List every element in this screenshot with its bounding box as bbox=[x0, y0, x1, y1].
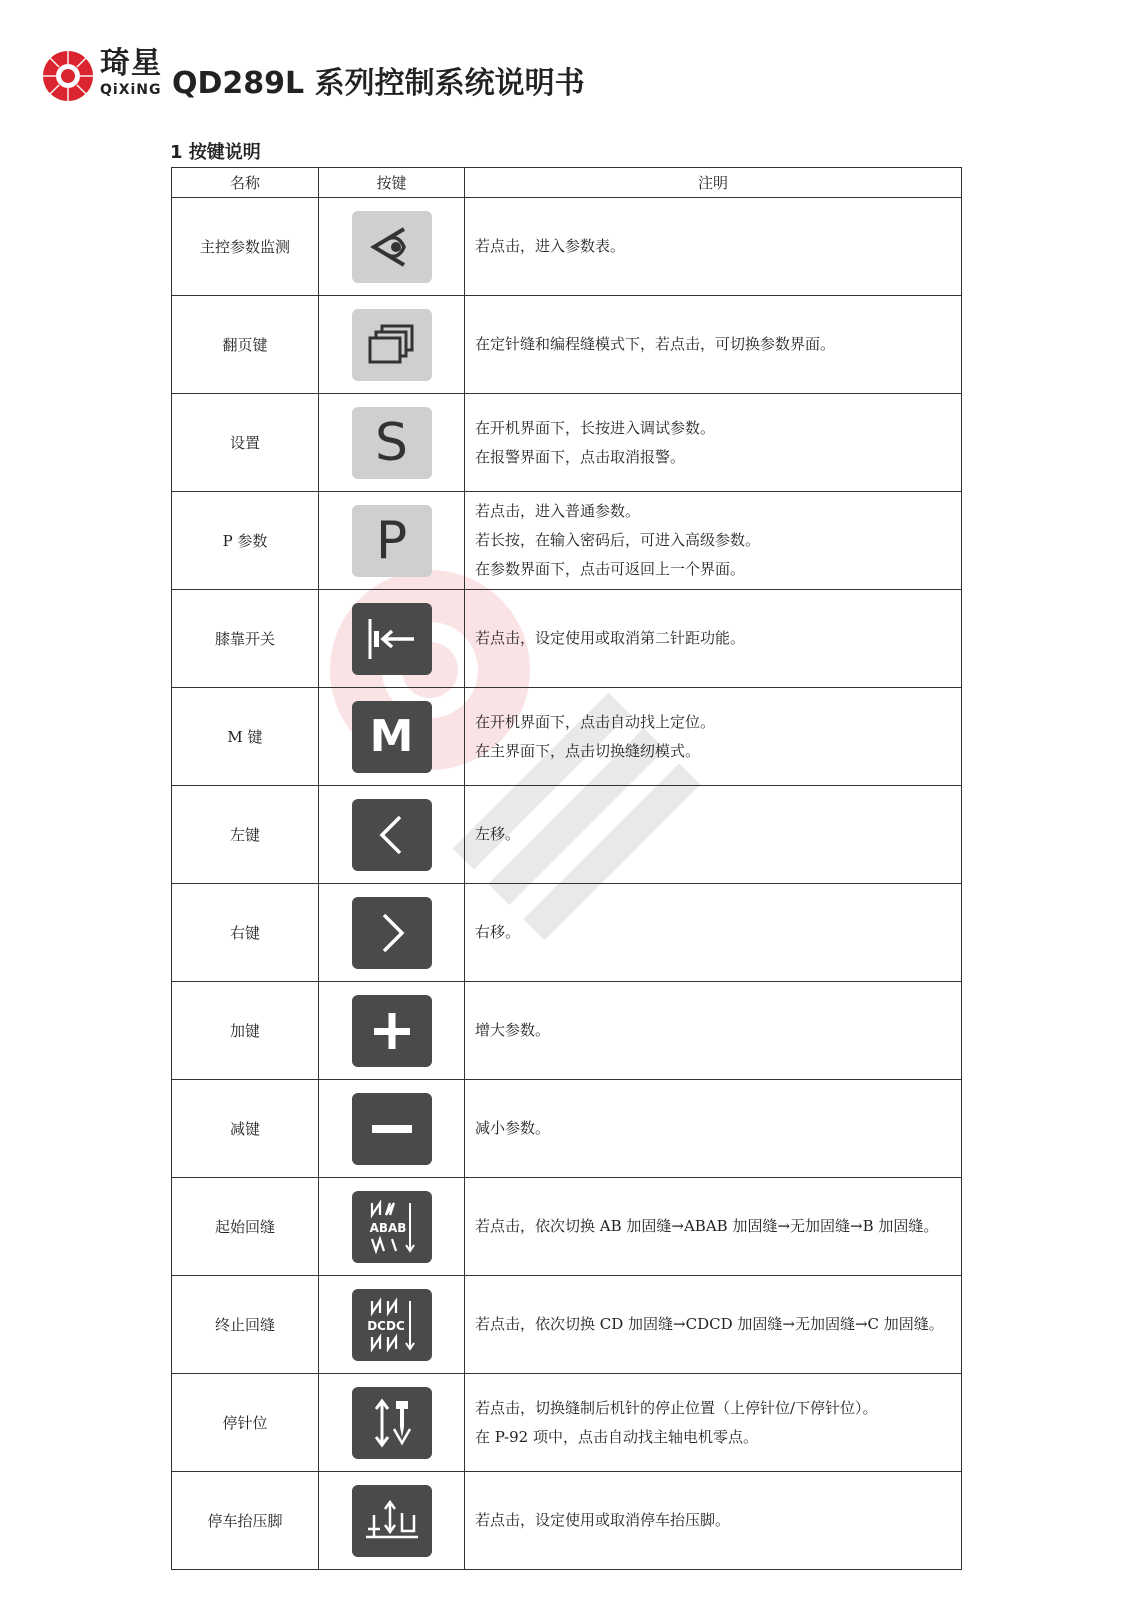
column-header-key: 按键 bbox=[319, 168, 465, 198]
knee-arrow-icon bbox=[352, 603, 432, 675]
note-line: 若点击，切换缝制后机针的停止位置（上停针位/下停针位）。 bbox=[475, 1398, 878, 1417]
presser-foot-icon bbox=[352, 1485, 432, 1557]
table-row bbox=[172, 492, 962, 590]
key-description-table bbox=[171, 167, 962, 1570]
key-name: 主控参数监测 bbox=[172, 198, 319, 296]
chevron-right-icon bbox=[352, 897, 432, 969]
p-letter-icon: P bbox=[375, 510, 408, 571]
note-line: 减小参数。 bbox=[475, 1119, 551, 1137]
document-title: QD289L 系列控制系统说明书 bbox=[172, 66, 585, 101]
document-header bbox=[42, 48, 742, 108]
note-line: 右移。 bbox=[475, 923, 521, 941]
m-key-button bbox=[352, 701, 432, 773]
table-row bbox=[172, 1276, 962, 1374]
column-header-name: 名称 bbox=[172, 168, 319, 198]
key-name: 右键 bbox=[172, 884, 319, 982]
key-name: 减键 bbox=[172, 1080, 319, 1178]
key-name: M 键 bbox=[172, 688, 319, 786]
table-row bbox=[172, 394, 962, 492]
section-title: 1 按键说明 bbox=[170, 142, 261, 163]
note-line: 左移。 bbox=[475, 825, 521, 843]
table-row bbox=[172, 1080, 962, 1178]
table-row bbox=[172, 296, 962, 394]
table-row bbox=[172, 1472, 962, 1570]
plus-icon bbox=[352, 995, 432, 1067]
key-name: P 参数 bbox=[172, 492, 319, 590]
note-line: 在主界面下，点击切换缝纫模式。 bbox=[475, 741, 701, 760]
table-row bbox=[172, 884, 962, 982]
key-name: 翻页键 bbox=[172, 296, 319, 394]
note-line: 在开机界面下，点击自动找上定位。 bbox=[475, 712, 716, 731]
key-name: 终止回缝 bbox=[172, 1276, 319, 1374]
key-name: 停针位 bbox=[172, 1374, 319, 1472]
note-line: 在开机界面下，长按进入调试参数。 bbox=[475, 418, 716, 437]
key-text: ABAB bbox=[369, 1220, 406, 1235]
key-name: 加键 bbox=[172, 982, 319, 1080]
knee-switch-key-button bbox=[352, 603, 432, 675]
end-backtack-icon bbox=[352, 1289, 432, 1361]
table-row bbox=[172, 1374, 962, 1472]
key-text: DCDC bbox=[366, 1318, 405, 1333]
key-name: 设置 bbox=[172, 394, 319, 492]
left-key-button bbox=[352, 799, 432, 871]
chevron-left-icon bbox=[352, 799, 432, 871]
note-line: 在定针缝和编程缝模式下，若点击，可切换参数界面。 bbox=[475, 335, 836, 353]
eye-icon bbox=[352, 211, 432, 283]
table-header-row bbox=[172, 168, 962, 198]
page-key-button bbox=[352, 309, 432, 381]
key-name: 膝靠开关 bbox=[172, 590, 319, 688]
note-line: 若点击，进入普通参数。 bbox=[475, 502, 641, 520]
note-line: 若点击，设定使用或取消第二针距功能。 bbox=[475, 629, 746, 647]
s-letter-icon: S bbox=[374, 412, 408, 473]
note-line: 若点击，设定使用或取消停车抬压脚。 bbox=[475, 1511, 731, 1529]
brand-name-en: QiXiNG bbox=[100, 82, 162, 98]
table-row bbox=[172, 1178, 962, 1276]
p-parameter-key-button bbox=[352, 505, 432, 577]
note-line: 若点击，依次切换 AB 加固缝→ABAB 加固缝→无加固缝→B 加固缝。 bbox=[475, 1217, 939, 1235]
minus-icon bbox=[352, 1093, 432, 1165]
note-line: 若点击，进入参数表。 bbox=[475, 237, 626, 255]
end-backtack-key-button bbox=[352, 1289, 432, 1361]
key-name: 停车抬压脚 bbox=[172, 1472, 319, 1570]
brand-name-cn: 琦星 bbox=[100, 46, 162, 81]
pages-icon bbox=[352, 309, 432, 381]
note-line: 在参数界面下，点击可返回上一个界面。 bbox=[475, 560, 746, 578]
key-name: 左键 bbox=[172, 786, 319, 884]
needle-stop-key-button bbox=[352, 1387, 432, 1459]
monitor-key-button bbox=[352, 211, 432, 283]
settings-key-button bbox=[352, 407, 432, 479]
note-line: 若长按，在输入密码后，可进入高级参数。 bbox=[475, 531, 761, 549]
note-line: 增大参数。 bbox=[475, 1021, 551, 1039]
qixing-logo-icon bbox=[42, 50, 94, 102]
start-backtack-icon bbox=[352, 1191, 432, 1263]
table-row bbox=[172, 198, 962, 296]
start-backtack-key-button bbox=[352, 1191, 432, 1263]
minus-key-button bbox=[352, 1093, 432, 1165]
table-row bbox=[172, 590, 962, 688]
needle-stop-icon bbox=[352, 1387, 432, 1459]
column-header-note: 注明 bbox=[465, 168, 962, 198]
table-row bbox=[172, 688, 962, 786]
m-letter-icon: M bbox=[369, 710, 414, 762]
right-key-button bbox=[352, 897, 432, 969]
note-line: 在报警界面下，点击取消报警。 bbox=[475, 447, 686, 466]
note-line: 若点击，依次切换 CD 加固缝→CDCD 加固缝→无加固缝→C 加固缝。 bbox=[475, 1315, 944, 1333]
table-row bbox=[172, 786, 962, 884]
plus-key-button bbox=[352, 995, 432, 1067]
note-line: 在 P-92 项中，点击自动找主轴电机零点。 bbox=[475, 1427, 758, 1446]
table-row bbox=[172, 982, 962, 1080]
presser-foot-key-button bbox=[352, 1485, 432, 1557]
key-name: 起始回缝 bbox=[172, 1178, 319, 1276]
